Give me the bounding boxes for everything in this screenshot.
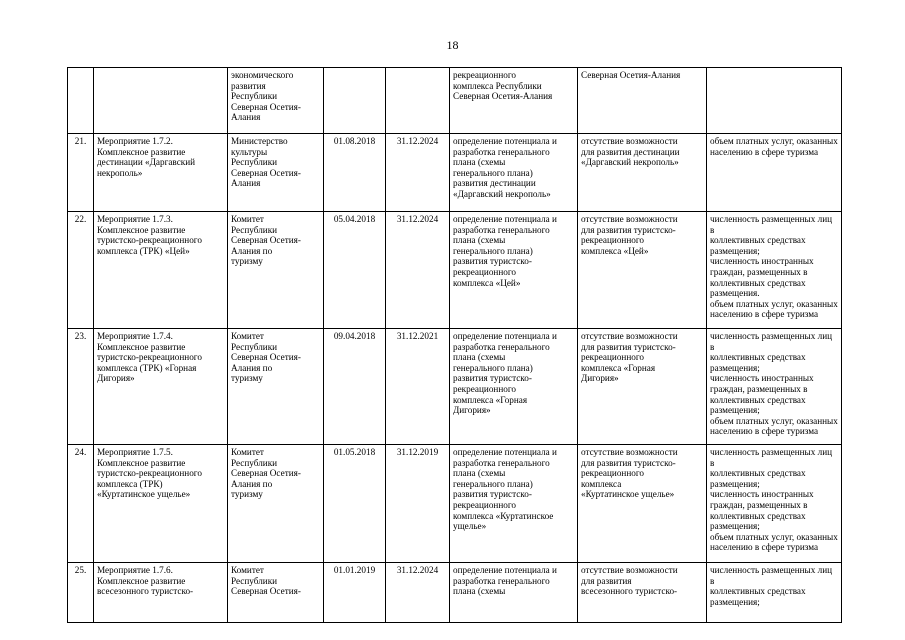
row-number: 21. xyxy=(68,134,94,212)
indicator: численность размещенных лиц в коллективных средствах размещения; численность иностранных граждан, размещенных в коллективных средствах размещения. объем платных услуг, оказанных населению в сфере туризма xyxy=(707,212,842,329)
end-date: 31.12.2019 xyxy=(386,445,450,563)
end-date: 31.12.2021 xyxy=(386,329,450,445)
event-name: Мероприятие 1.7.6. Комплексное развитие всесезонного туристско- xyxy=(94,563,228,623)
row-number: 22. xyxy=(68,212,94,329)
executor: Комитет Республики Северная Осетия- Алания по туризму xyxy=(228,212,324,329)
table-row xyxy=(68,563,842,623)
executor: экономического развития Республики Северная Осетия- Алания xyxy=(228,68,324,134)
start-date: 09.04.2018 xyxy=(324,329,386,445)
end-date: 31.12.2024 xyxy=(386,212,450,329)
end-date: 31.12.2024 xyxy=(386,563,450,623)
start-date: 05.04.2018 xyxy=(324,212,386,329)
end-date xyxy=(386,68,450,134)
executor: Комитет Республики Северная Осетия- Алания по туризму xyxy=(228,445,324,563)
expected-result: определение потенциала и разработка генерального плана (схемы генерального плана) развития дестинации «Даргавский некрополь» xyxy=(450,134,578,212)
row-number: 24. xyxy=(68,445,94,563)
end-date: 31.12.2024 xyxy=(386,134,450,212)
expected-result: рекреационного комплекса Республики Северная Осетия-Алания xyxy=(450,68,578,134)
indicator: численность размещенных лиц в коллективных средствах размещения; численность иностранных граждан, размещенных в коллективных средствах размещения; объем платных услуг, оказанных населению в сфере туризма xyxy=(707,329,842,445)
event-name: Мероприятие 1.7.5. Комплексное развитие туристско-рекреационного комплекса (ТРК) «Куртатинское ущелье» xyxy=(94,445,228,563)
expected-result: определение потенциала и разработка генерального плана (схемы генерального плана) развития туристско- рекреационного комплекса «Цей» xyxy=(450,212,578,329)
non-implementation-consequence: отсутствие возможности для развития туристско- рекреационного комплекса «Куртатинское ущелье» xyxy=(578,445,707,563)
row-number xyxy=(68,68,94,134)
table-row xyxy=(68,134,842,212)
indicator: объем платных услуг, оказанных населению в сфере туризма xyxy=(707,134,842,212)
non-implementation-consequence: отсутствие возможности для развития туристско- рекреационного комплекса «Цей» xyxy=(578,212,707,329)
non-implementation-consequence: Северная Осетия-Алания xyxy=(578,68,707,134)
non-implementation-consequence: отсутствие возможности для развития дестинации «Даргавский некрополь» xyxy=(578,134,707,212)
event-name xyxy=(94,68,228,134)
start-date: 01.08.2018 xyxy=(324,134,386,212)
expected-result: определение потенциала и разработка генерального плана (схемы xyxy=(450,563,578,623)
table-row xyxy=(68,68,842,134)
row-number: 25. xyxy=(68,563,94,623)
table-row xyxy=(68,329,842,445)
non-implementation-consequence: отсутствие возможности для развития всесезонного туристско- xyxy=(578,563,707,623)
start-date: 01.01.2019 xyxy=(324,563,386,623)
page-number: 18 xyxy=(446,38,459,52)
table-row xyxy=(68,212,842,329)
table-row xyxy=(68,445,842,563)
executor: Министерство культуры Республики Северная Осетия- Алания xyxy=(228,134,324,212)
expected-result: определение потенциала и разработка генерального плана (схемы генерального плана) развития туристско- рекреационного комплекса «Горная Дигория» xyxy=(450,329,578,445)
start-date: 01.05.2018 xyxy=(324,445,386,563)
indicator: численность размещенных лиц в коллективных средствах размещения; xyxy=(707,563,842,623)
start-date xyxy=(324,68,386,134)
indicator: численность размещенных лиц в коллективных средствах размещения; численность иностранных граждан, размещенных в коллективных средствах размещения; объем платных услуг, оказанных населению в сфере туризма xyxy=(707,445,842,563)
executor: Комитет Республики Северная Осетия- Алания по туризму xyxy=(228,329,324,445)
executor: Комитет Республики Северная Осетия- xyxy=(228,563,324,623)
event-name: Мероприятие 1.7.4. Комплексное развитие туристско-рекреационного комплекса (ТРК) «Горная Дигория» xyxy=(94,329,228,445)
non-implementation-consequence: отсутствие возможности для развития туристско- рекреационного комплекса «Горная Дигория» xyxy=(578,329,707,445)
event-name: Мероприятие 1.7.3. Комплексное развитие туристско-рекреационного комплекса (ТРК) «Цей» xyxy=(94,212,228,329)
expected-result: определение потенциала и разработка генерального плана (схемы генерального плана) развития туристско- рекреационного комплекса «Куртатинское ущелье» xyxy=(450,445,578,563)
row-number: 23. xyxy=(68,329,94,445)
event-name: Мероприятие 1.7.2. Комплексное развитие дестинации «Даргавский некрополь» xyxy=(94,134,228,212)
indicator xyxy=(707,68,842,134)
measures-table xyxy=(67,67,842,623)
